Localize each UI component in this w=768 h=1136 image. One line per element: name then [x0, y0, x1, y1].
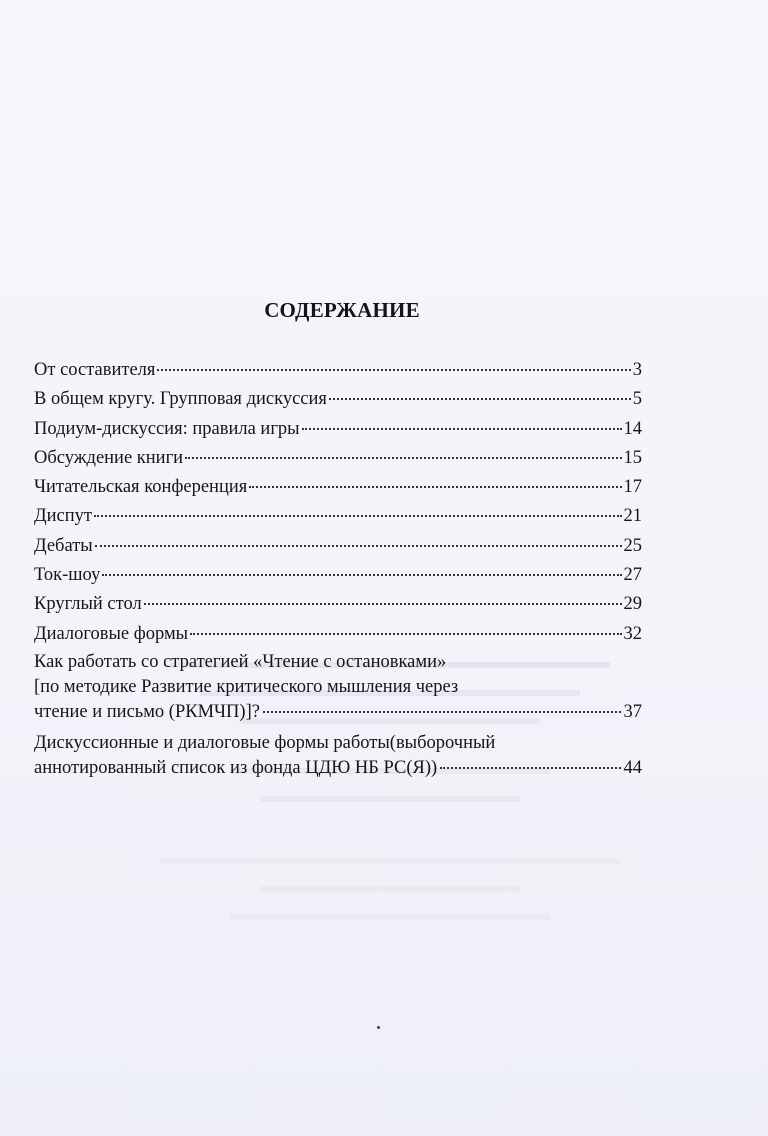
toc-entry-multiline	[34, 650, 642, 725]
toc-entry-page: 29	[623, 594, 642, 615]
dot-leader	[329, 397, 631, 400]
dot-leader	[144, 602, 622, 605]
toc-entry-page: 14	[623, 418, 642, 439]
dot-leader	[190, 632, 621, 635]
toc-entry-last-line	[34, 700, 642, 725]
toc-entry-page: 21	[623, 506, 642, 527]
toc-entry-multiline	[34, 731, 642, 781]
paper-speck	[377, 1026, 380, 1029]
toc-entry-title: Круглый стол	[34, 594, 142, 615]
toc-entry-title: Читательская конференция	[34, 477, 248, 498]
toc-entry	[34, 536, 642, 565]
toc-entry-page: 17	[623, 477, 642, 498]
dot-leader	[249, 485, 621, 488]
dot-leader	[302, 427, 622, 430]
toc-entry-title: Диалоговые формы	[34, 623, 189, 644]
toc-entry-title: Диспут	[34, 506, 92, 527]
toc-entry	[34, 624, 642, 650]
toc-entry	[34, 506, 642, 535]
table-of-contents	[34, 360, 642, 781]
toc-entry-last-line	[34, 756, 642, 781]
toc-entry	[34, 419, 642, 448]
toc-entry-title: Ток-шоу	[34, 565, 101, 586]
toc-entry-page: 5	[632, 389, 642, 410]
toc-entry-title: Обсуждение книги	[34, 447, 184, 468]
page-title: СОДЕРЖАНИЕ	[264, 298, 420, 322]
toc-entry-page: 32	[623, 623, 642, 644]
toc-entry-page: 25	[623, 535, 642, 556]
toc-entry	[34, 565, 642, 594]
toc-entry-title-line: аннотированный список из фонда ЦДЮ НБ РС(Я))	[34, 757, 438, 778]
dot-leader	[102, 573, 621, 576]
dot-leader	[157, 368, 630, 371]
dot-leader	[185, 456, 621, 459]
dot-leader	[440, 766, 620, 769]
toc-entry-page: 37	[623, 701, 642, 722]
toc-entry	[34, 594, 642, 623]
toc-entry	[34, 448, 642, 477]
toc-entry-title-line: чтение и письмо (РКМЧП)]?	[34, 701, 260, 722]
toc-entry-title-line: Дискуссионные и диалоговые формы работы(выборочный	[34, 732, 496, 753]
toc-entry-page: 27	[623, 565, 642, 586]
toc-entry-title: От составителя	[34, 360, 156, 380]
toc-entry-title-line: [по методике Развитие критического мышления через	[34, 676, 459, 697]
toc-entry	[34, 477, 642, 506]
toc-entry-title: Подиум-дискуссия: правила игры	[34, 418, 300, 439]
dot-leader	[95, 544, 622, 547]
dot-leader	[263, 710, 621, 713]
toc-entry-title-line: Как работать со стратегией «Чтение с остановками»	[34, 651, 447, 672]
toc-entry-page: 3	[632, 360, 642, 380]
dot-leader	[94, 514, 622, 517]
toc-entry-page: 15	[623, 447, 642, 468]
toc-entry-title: Дебаты	[34, 535, 93, 556]
toc-entry-page: 44	[623, 757, 642, 778]
toc-entry-title: В общем кругу. Групповая дискуссия	[34, 389, 327, 410]
toc-entry	[34, 389, 642, 418]
toc-entry	[34, 360, 642, 389]
